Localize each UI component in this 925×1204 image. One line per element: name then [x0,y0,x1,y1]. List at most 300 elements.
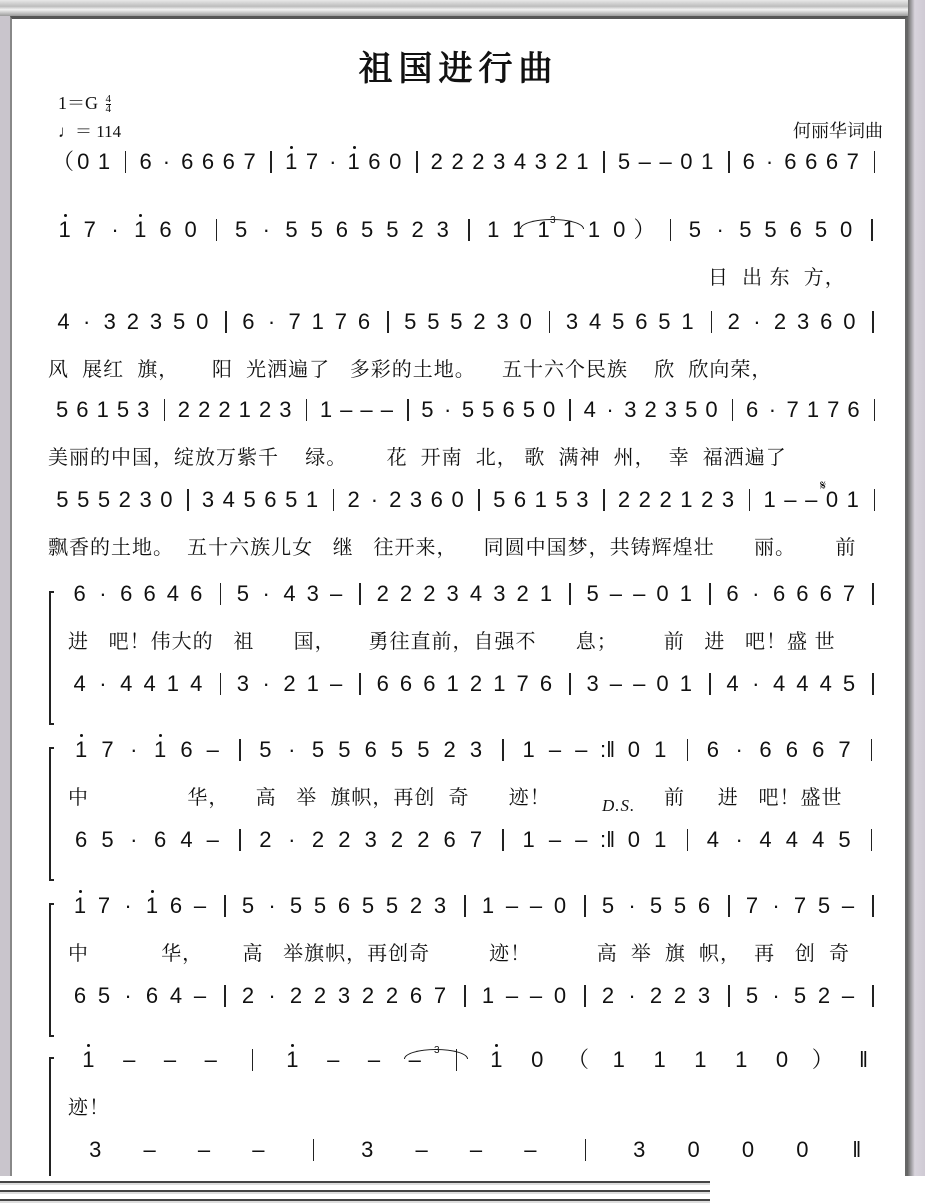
note: 5 [482,397,495,422]
bar-line [270,151,272,173]
note: 1 [305,487,319,512]
notation-row [12,671,892,701]
time-signature [106,95,112,114]
lyric-line: 飘香的土地。 五十六族儿女 继 往开来， 同圆中国梦，共铸辉煌壮 丽。 前 [48,537,857,559]
bar-line [225,311,227,333]
lyric-line: 中 华， 高 举 旗帜，再创 奇 迹！ [68,787,551,809]
bar-line [239,829,241,851]
augmentation-dot: · [752,671,760,696]
time-numerator: 4 [105,93,111,106]
bar-line [728,895,730,917]
high-octave-dot [159,734,162,737]
note: 0 [825,487,839,512]
note: 3 [364,827,377,852]
note: 1 [562,217,575,242]
dash-extension: – [329,581,343,606]
note: 5 [793,983,807,1008]
note: 2 [601,983,615,1008]
note: 1 [653,1047,666,1072]
bar-line [464,985,466,1007]
note: 5 [555,487,568,512]
lyric-line: 日 出 东 方， [708,267,846,289]
note: 6 [335,217,349,242]
high-octave-dot [139,214,142,217]
note: 7 [433,983,447,1008]
note: 6 [242,309,255,334]
notation-row [12,149,892,179]
note: 7 [101,737,114,762]
segno-sign: 𝄋 [820,477,828,493]
dash-extension: – [548,737,562,762]
bar-line [709,583,711,605]
bar-line [584,985,586,1007]
bar-line [871,739,873,761]
note: 6 [190,581,203,606]
notation-row [12,893,892,923]
note: 5 [688,217,702,242]
note: 1 [128,217,153,243]
note: 1 [476,1047,517,1073]
bar-line [125,151,127,173]
system-brace [49,591,54,725]
note: 0 [160,487,173,512]
dash-extension: – [638,149,651,174]
note: 1 [68,1047,109,1073]
note: 4 [513,149,527,174]
note: 5 [236,581,249,606]
dash-extension: – [529,893,543,918]
note: 5 [97,487,111,512]
dash-extension: – [529,983,543,1008]
note: 1 [846,487,859,512]
high-octave-dot [64,214,67,217]
note: 4 [180,827,193,852]
augmentation-dot: · [606,397,614,422]
note: 7 [786,397,799,422]
bar-line [416,151,418,173]
note: 2 [198,397,211,422]
dash-extension: – [380,397,393,422]
note: 1 [806,397,820,422]
augmentation-dot: · [772,893,780,918]
note: 6 [376,671,389,696]
augmentation-dot: · [329,149,337,174]
note: 5 [310,217,323,242]
tempo-marking: ♩＝ 114 [58,122,122,141]
triplet-mark: 3 [434,1045,440,1056]
note: 0 [519,309,532,334]
dash-extension: – [204,1047,217,1072]
notation-row [12,983,892,1013]
augmentation-dot: · [768,397,777,422]
dash-extension: – [524,1137,537,1162]
note: 0 [543,397,556,422]
note: 6 [409,983,423,1008]
note: 1 [679,671,692,696]
note: 5 [649,893,663,918]
note: 1 [735,1047,748,1072]
note: 5 [101,827,114,852]
note: 6 [812,737,825,762]
note: 6 [785,737,798,762]
note: 5 [586,581,599,606]
augmentation-dot: · [288,737,296,762]
note: 6 [143,581,156,606]
note: 5 [450,309,463,334]
note: 0 [705,397,718,422]
note: 2 [701,487,714,512]
augmentation-dot: · [124,893,132,918]
bar-line [871,219,873,241]
note: 3 [201,487,215,512]
note: 2 [338,827,351,852]
notation-row [12,737,892,767]
note: 6 [784,149,797,174]
bar-line [732,399,734,421]
bar-line [872,673,874,695]
note: 2 [638,487,651,512]
note: 2 [389,487,402,512]
bar-line [874,399,876,421]
bar-line [306,399,308,421]
note: 5 [461,397,475,422]
note: 2 [555,149,568,174]
note: 1 [52,217,77,243]
bar-line [872,311,874,333]
note: 2 [473,309,486,334]
note: 2 [126,309,139,334]
note: 4 [120,671,133,696]
note: 5 [404,309,417,334]
augmentation-dot: · [444,397,452,422]
note: 4 [222,487,235,512]
note: 1 [681,309,694,334]
note: 3 [89,1137,102,1162]
note: 1 [96,397,109,422]
dash-extension: – [784,487,797,512]
note: 2 [259,827,272,852]
dash-extension: – [659,149,672,174]
dash-extension: – [505,983,519,1008]
dash-extension: – [609,671,622,696]
augmentation-dot: · [735,737,743,762]
note: 6 [337,893,351,918]
dash-extension: – [340,397,353,422]
note: 3 [697,983,711,1008]
augmentation-dot: · [111,217,119,242]
note: 1 [487,217,500,242]
note: 5 [817,893,831,918]
augmentation-dot: · [735,827,743,852]
notation-row [12,581,892,611]
note: 3 [796,309,810,334]
dash-extension: – [206,737,219,762]
note: 1 [654,737,667,762]
dash-extension: – [193,893,207,918]
note: 0 [389,149,402,174]
note: 6 [264,487,277,512]
note: 3 [496,309,509,334]
note: 5 [685,397,698,422]
note: 3 [149,309,163,334]
notation-row [12,217,892,247]
note: 2 [289,983,303,1008]
key-tonic: 1＝G [58,93,98,113]
note: 4 [583,397,596,422]
note: 3 [493,149,506,174]
note: 0 [613,217,626,242]
notation-row [12,397,892,427]
note: 2 [423,581,436,606]
note: 6 [430,487,443,512]
note: 1 [147,737,173,763]
note: 6 [75,827,88,852]
note: 3 [534,149,547,174]
bar-line [569,583,571,605]
dash-extension: – [575,827,588,852]
note: 0 [451,487,464,512]
note: 1 [512,217,525,242]
note: 5 [241,893,255,918]
note: 2 [773,309,787,334]
note: 2 [644,397,657,422]
note: 5 [311,737,325,762]
note: 3 [361,1137,374,1162]
note: 1 [481,983,495,1008]
note: 6 [423,671,436,696]
note: 2 [411,217,424,242]
note: 6 [820,309,833,334]
note: 2 [361,983,375,1008]
note: 7 [793,893,807,918]
note: 3 [493,581,506,606]
bar-line [164,399,166,421]
dash-extension: – [505,893,519,918]
note: 5 [617,149,631,174]
note: 6 [364,737,377,762]
augmentation-dot: · [268,893,276,918]
note: 1 [68,737,94,763]
note: 6 [73,983,87,1008]
bar-line [728,151,730,173]
note: 3 [433,893,447,918]
note: 2 [817,983,831,1008]
bar-line [585,1139,587,1161]
note: 5 [259,737,272,762]
note: 6 [76,397,89,422]
note: 5 [243,487,256,512]
note: 6 [635,309,648,334]
triplet-mark: 3 [550,215,556,226]
note: 6 [502,397,515,422]
note: 4 [73,671,86,696]
note: 5 [601,893,615,918]
note: 6 [796,581,809,606]
note: 0 [840,217,853,242]
note: 4 [143,671,156,696]
bar-line [872,583,874,605]
dash-extension: – [329,671,343,696]
note: 4 [166,581,180,606]
note: 2 [617,487,631,512]
note: 3 [664,397,678,422]
note: 0 [656,671,669,696]
note: 0 [796,1137,809,1162]
note: 5 [427,309,440,334]
bar-line [711,311,713,333]
bar-line [407,399,409,421]
note: 1 [97,149,111,174]
bar-line [239,739,241,761]
note: 2 [118,487,131,512]
bar-line [387,311,389,333]
dash-extension: – [841,893,855,918]
bar-line [187,489,189,511]
note: 2 [385,983,399,1008]
dash-extension: – [193,983,207,1008]
note: 6 [368,149,381,174]
augmentation-dot: · [752,581,760,606]
high-octave-dot [353,146,356,149]
lyric-line: 美丽的中国，绽放万紫千 绿。 花 开南 北， 歌 满神 州， 幸 福洒遍了 [48,447,787,469]
note: 6 [726,581,739,606]
note: 5 [56,397,69,422]
score-page [10,16,908,1176]
note: 2 [218,397,231,422]
note: 2 [472,149,485,174]
augmentation-dot: · [628,983,636,1008]
dash-extension: – [548,827,562,852]
note: 4 [169,983,183,1008]
dash-extension: – [633,671,646,696]
note: 0 [656,581,669,606]
note: 6 [697,893,711,918]
dash-extension: – [609,581,622,606]
note: 4 [588,309,602,334]
note: 5 [116,397,130,422]
high-octave-dot [87,1044,90,1047]
dash-extension: – [123,1047,136,1072]
system-brace [49,903,54,1037]
note: 0 [687,1137,700,1162]
bar-line [549,311,551,333]
note: 2 [347,487,360,512]
note: 1 [311,309,324,334]
note: 6 [357,309,371,334]
note: 5 [764,217,777,242]
note: 5 [745,983,759,1008]
lyric-line: 风 展红 旗， 阳 光洒遍了 多彩的土地。 五十六个民族 欣 欣向荣， [48,359,773,381]
note: 6 [706,737,720,762]
note: 6 [513,487,527,512]
note: 3 [576,487,589,512]
window-right-frame [908,0,925,1176]
note: 5 [421,397,434,422]
augmentation-dot: · [262,217,270,242]
bar-line [502,829,504,851]
note: 6 [145,983,159,1008]
note: :‖ [599,827,616,852]
note: 2 [409,893,423,918]
notation-row [12,1137,892,1167]
note: 6 [742,149,755,174]
bar-line [333,489,335,511]
note: 2 [649,983,663,1008]
note: 1 [493,671,506,696]
note: 7 [305,149,319,174]
note: 0 [553,983,567,1008]
dash-extension: – [197,1137,211,1162]
note: 0 [77,149,90,174]
bar-line [874,151,876,173]
note: 5 [739,217,752,242]
note: 6 [153,827,167,852]
lyric-line: 前 进 吧！盛世 [664,787,843,809]
note: 2 [443,737,456,762]
note: 0 [680,149,693,174]
author-credit: 何丽华词曲 [793,121,883,141]
note: 2 [430,149,443,174]
note: 4 [726,671,739,696]
note: 5 [285,487,298,512]
note: 3 [279,397,292,422]
high-octave-dot [79,890,82,893]
note: 5 [97,983,111,1008]
bar-line [872,985,874,1007]
note: ‖ [859,1047,869,1072]
ds-marking: D.S. [602,796,636,815]
note: 5 [285,217,298,242]
bar-line [468,219,470,241]
note: 5 [493,487,506,512]
note: 5 [385,893,399,918]
augmentation-dot: · [130,827,138,852]
bar-line [874,489,876,511]
note: 5 [673,893,687,918]
note: 3 [469,737,483,762]
dash-extension: – [206,827,219,852]
note: 4 [57,309,70,334]
window-bottom-frame [0,1176,710,1204]
note: 3 [436,217,449,242]
note: 5 [313,893,327,918]
augmentation-dot: · [99,581,107,606]
bar-line [687,739,689,761]
key-signature [58,93,111,114]
bar-line [749,489,751,511]
note: 3 [139,487,152,512]
note: 1 [612,1047,625,1072]
note: 6 [819,581,832,606]
note: 5 [417,737,430,762]
note: 7 [838,737,851,762]
note: 0 [184,217,197,242]
notation-row [12,309,892,339]
note: 3 [633,1137,646,1162]
note: 1 [694,1047,707,1072]
note: 7 [827,397,840,422]
note: 2 [376,581,389,606]
lyric-line: 中 华， 高 举旗帜，再创奇 迹！ 高 举 旗 帜， 再 创 奇 [68,943,850,965]
note: 6 [759,737,772,762]
note: 6 [745,397,759,422]
note: 3 [236,671,249,696]
note: 7 [288,309,301,334]
system-brace [49,747,54,881]
note: 1 [68,893,92,919]
note: 7 [745,893,759,918]
bar-line [464,895,466,917]
